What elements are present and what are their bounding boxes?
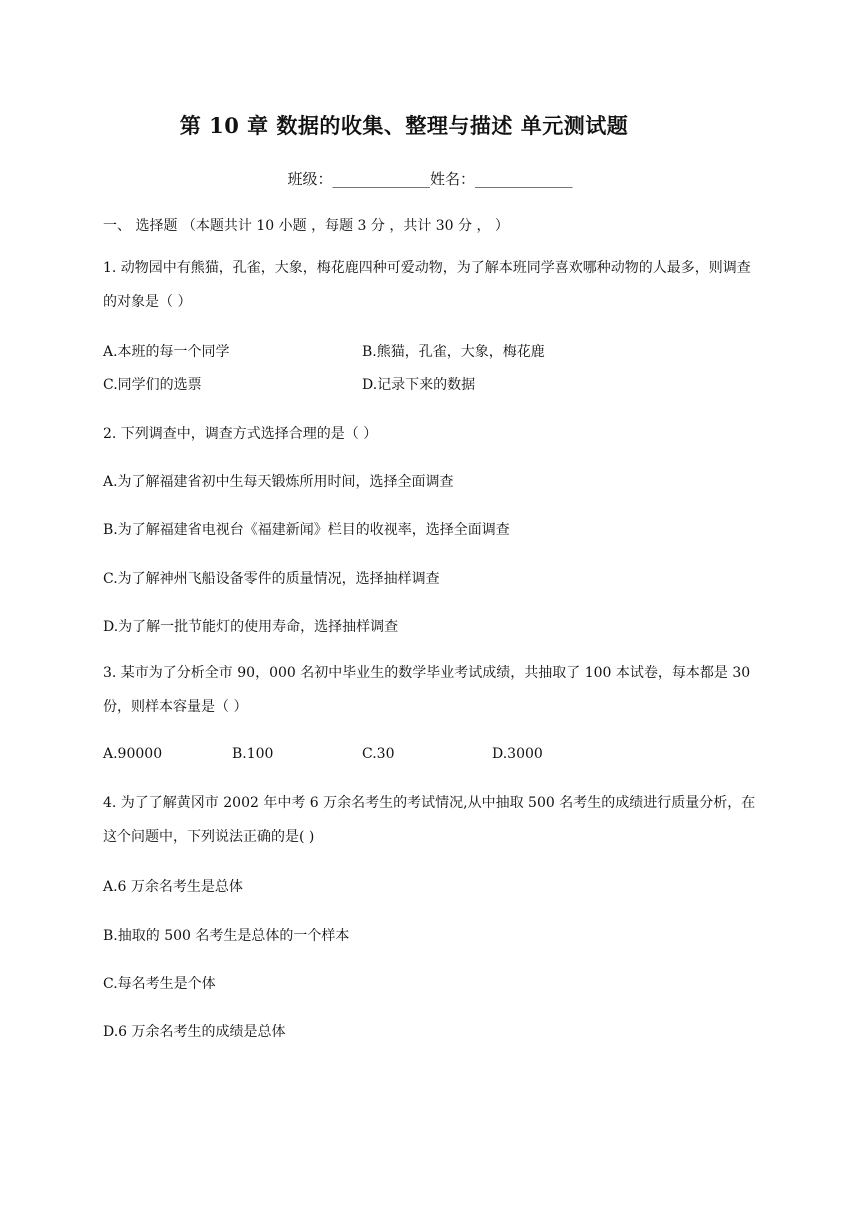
question-3-option-d: D.3000 <box>492 746 543 762</box>
question-4-option-b: B.抽取的 500 名考生是总体的一个样本 <box>103 928 350 944</box>
question-1-option-d: D.记录下来的数据 <box>362 377 476 393</box>
question-4-option-a: A.6 万余名考生是总体 <box>103 879 243 895</box>
section-header: 一、 选择题 （本题共计 10 小题 ，每题 3 分 ，共计 30 分 ， ） <box>103 218 509 234</box>
question-4-stem: 4. 为了了解黄冈市 2002 年中考 6 万余名考生的考试情况,从中抽取 500 名考生的成绩进行质量分析，在这个问题中，下列说法正确的是( ) <box>103 795 756 845</box>
question-2-option-c: C.为了解神州飞船设备零件的质量情况，选择抽样调查 <box>103 571 440 587</box>
question-1-stem: 1. 动物园中有熊猫，孔雀，大象，梅花鹿四种可爱动物，为了解本班同学喜欢哪种动物的人最多，则调查的对象是（ ） <box>103 260 751 310</box>
question-4-option-d: D.6 万余名考生的成绩是总体 <box>103 1024 286 1040</box>
question-3-stem: 3. 某市为了分析全市 90，000 名初中毕业生的数学毕业考试成绩，共抽取了 100 本试卷，每本都是 30 份，则样本容量是（ ） <box>103 665 751 715</box>
question-4-option-c: C.每名考生是个体 <box>103 976 216 992</box>
question-2-option-b: B.为了解福建省电视台《福建新闻》栏目的收视率，选择全面调查 <box>103 522 510 538</box>
page-title: 第 10 章 数据的收集、整理与描述 单元测试题 <box>179 113 629 138</box>
question-3-option-a: A.90000 <box>103 746 163 762</box>
question-1-option-c: C.同学们的选票 <box>103 377 202 393</box>
question-3-option-b: B.100 <box>232 746 274 762</box>
question-1-option-b: B.熊猫，孔雀，大象，梅花鹿 <box>362 344 545 360</box>
question-3-option-c: C.30 <box>362 746 395 762</box>
class-name-line: 班级：_____________姓名：_____________ <box>287 170 573 188</box>
question-2-option-a: A.为了解福建省初中生每天锻炼所用时间，选择全面调查 <box>103 474 454 490</box>
question-1-option-a: A.本班的每一个同学 <box>103 344 230 360</box>
question-2-stem: 2. 下列调查中，调查方式选择合理的是（ ） <box>103 426 378 442</box>
question-2-option-d: D.为了解一批节能灯的使用寿命，选择抽样调查 <box>103 619 399 635</box>
